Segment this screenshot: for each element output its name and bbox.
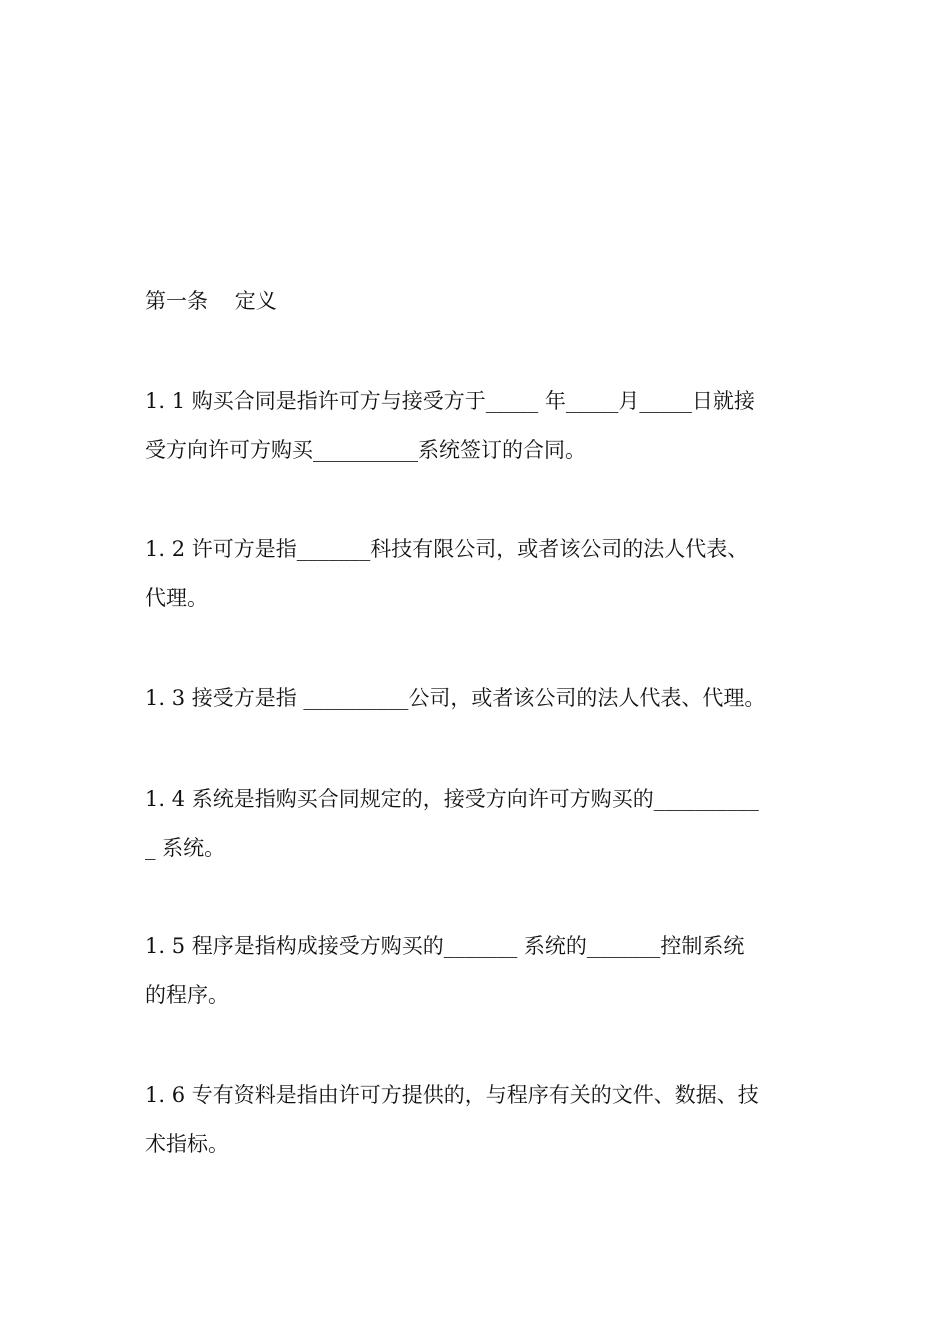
clause-line: _ 系统。 (145, 836, 226, 860)
clause-line: 1. 4 系统是指购买合同规定的，接受方向许可方购买的__________ (145, 787, 759, 811)
clause-1-3 (145, 674, 810, 723)
clause-1-5 (145, 922, 810, 1020)
clause-1-4 (145, 775, 810, 873)
clause-line: 1. 5 程序是指构成接受方购买的_______ 系统的_______控制系统 (145, 934, 745, 958)
clause-line: 1. 1 购买合同是指许可方与接受方于_____ 年_____月_____日就接 (145, 389, 755, 413)
clause-line: 受方向许可方购买__________系统签订的合同。 (145, 438, 586, 462)
clause-1-2 (145, 525, 810, 623)
article-heading: 第一条 定义 (145, 289, 277, 313)
clause-1-6 (145, 1071, 810, 1169)
clause-line: 术指标。 (145, 1132, 229, 1156)
clause-line: 1. 2 许可方是指_______科技有限公司，或者该公司的法人代表、 (145, 537, 749, 561)
clause-line: 的程序。 (145, 983, 229, 1007)
clause-line: 1. 6 专有资料是指由许可方提供的，与程序有关的文件、数据、技 (145, 1083, 759, 1107)
clause-1-1 (145, 377, 810, 475)
clause-line: 1. 3 接受方是指 __________公司，或者该公司的法人代表、代理。 (145, 686, 766, 710)
clause-line: 代理。 (145, 586, 208, 610)
